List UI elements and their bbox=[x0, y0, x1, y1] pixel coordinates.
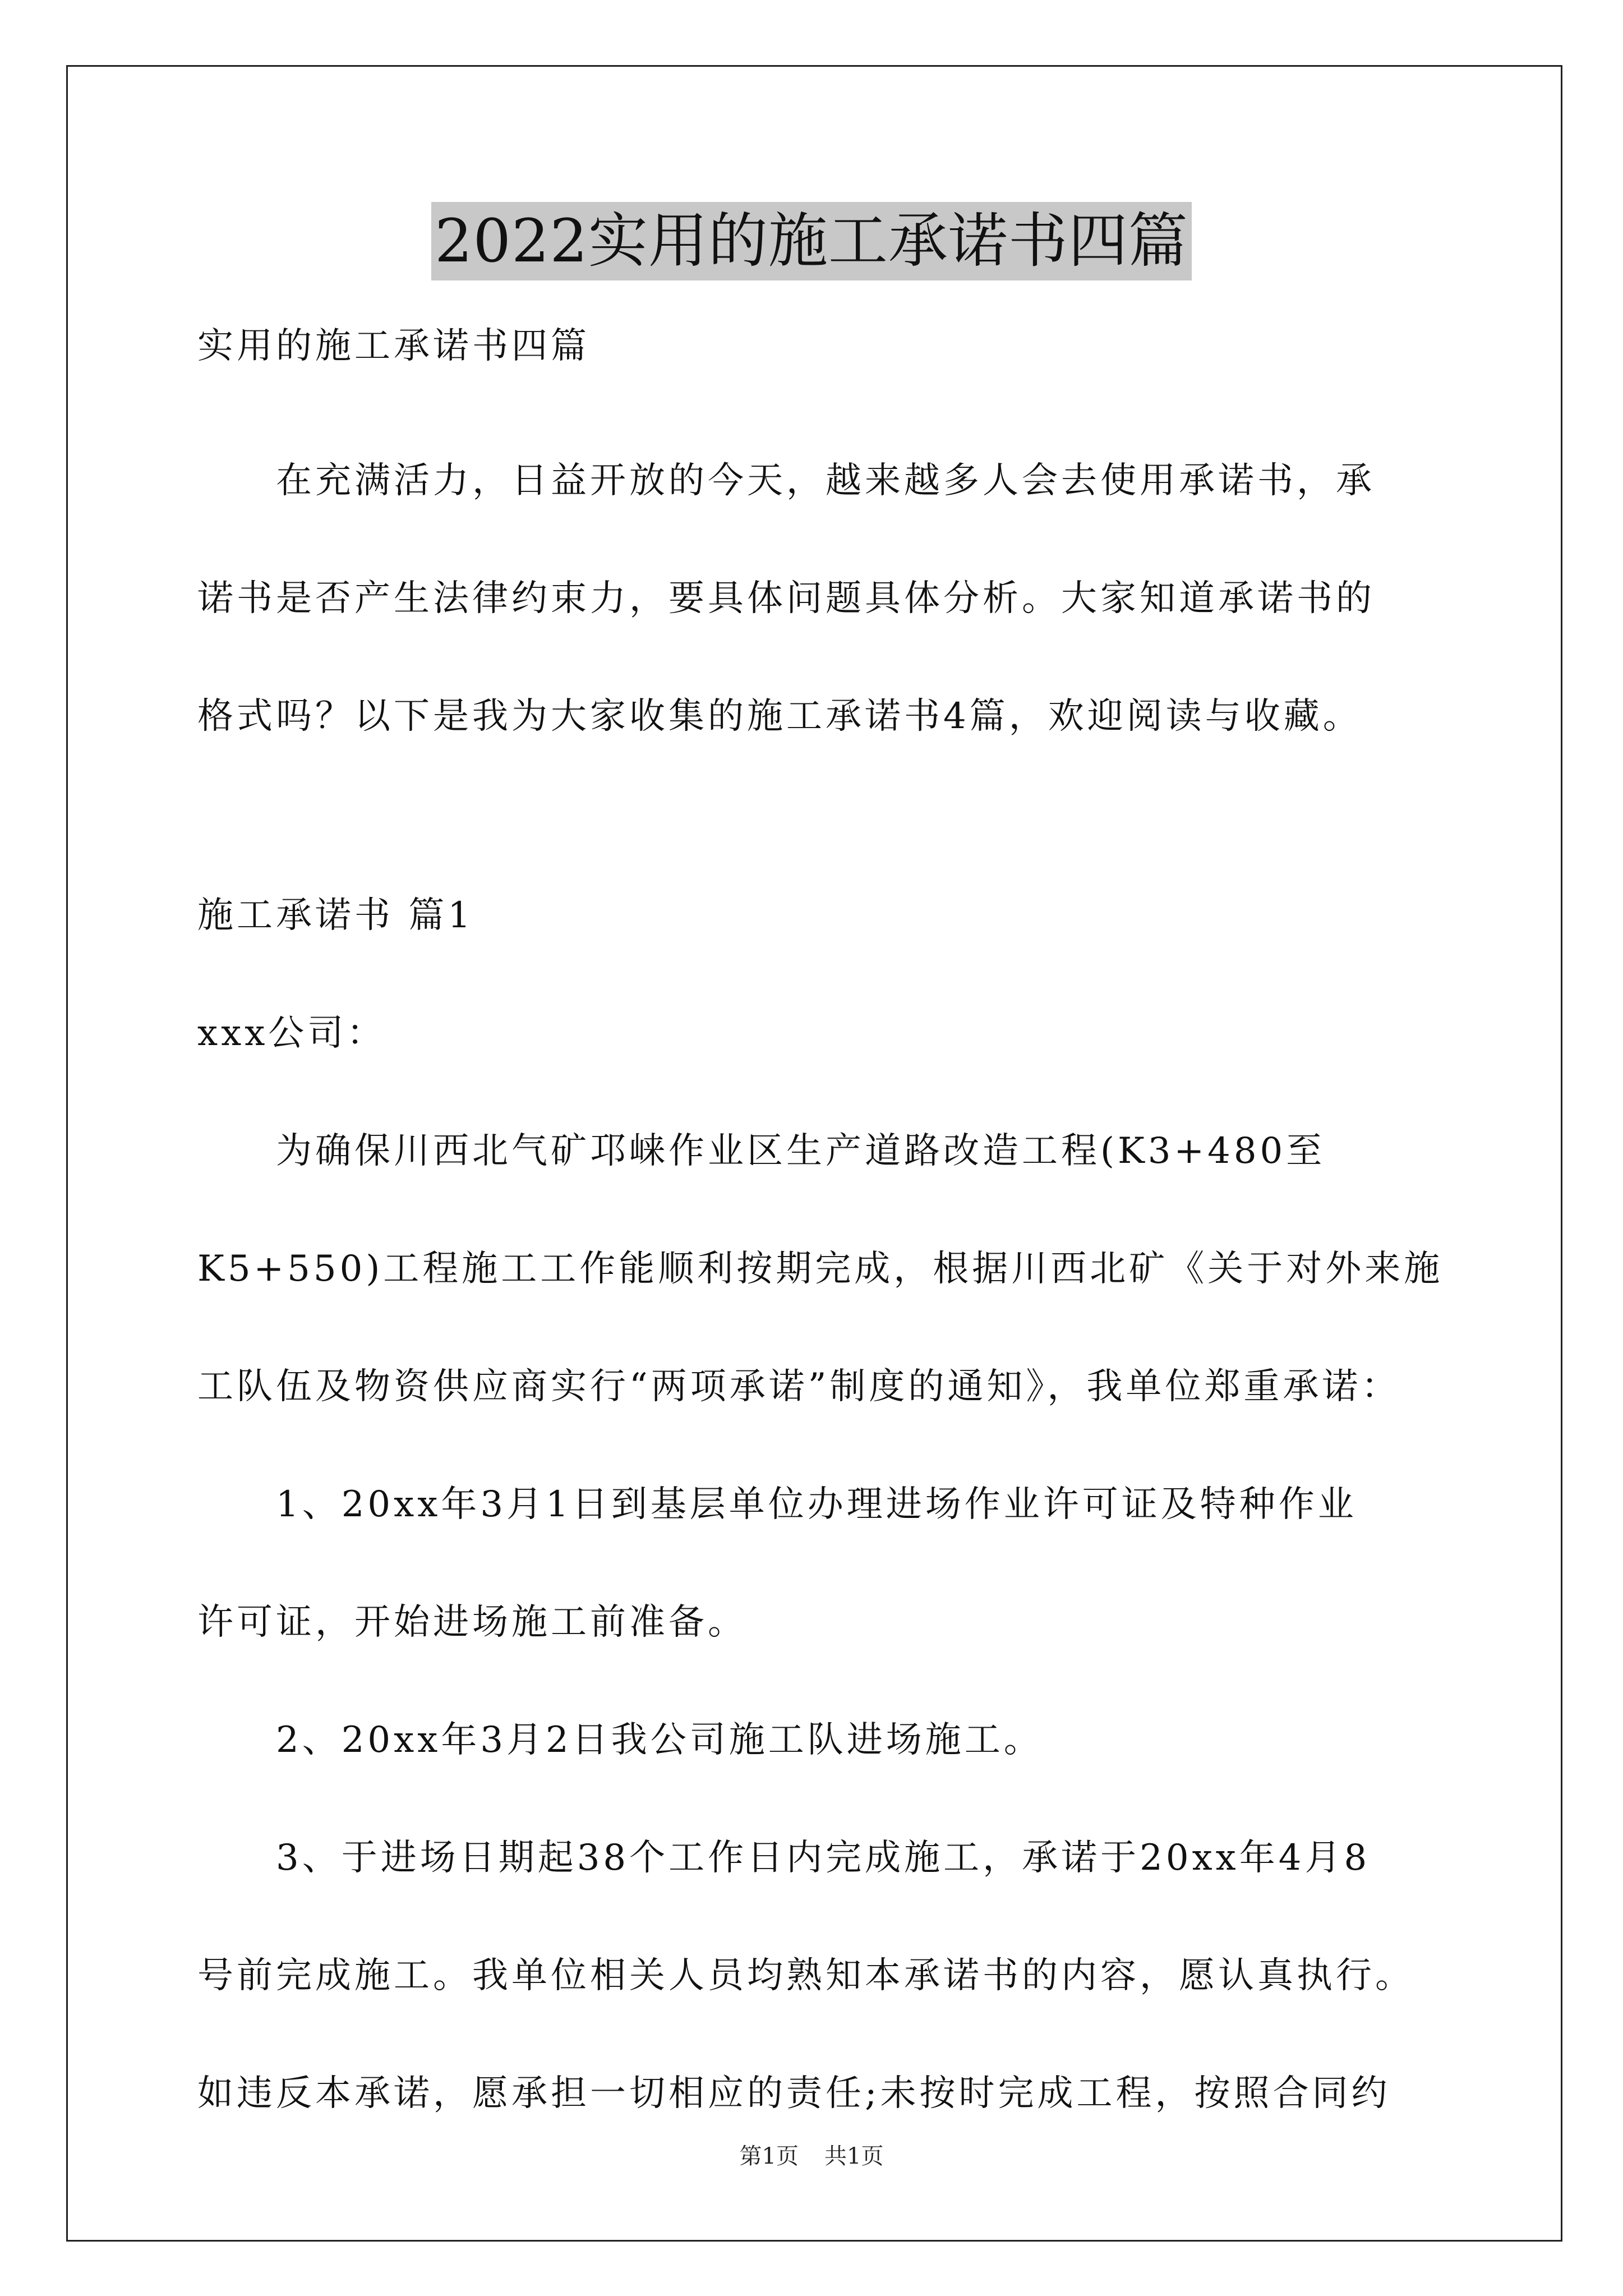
addressee-line: xxx公司： bbox=[197, 1013, 386, 1054]
paragraph-line: K5+550)工程施工工作能顺利按期完成，根据川西北矿《关于对外来施 bbox=[197, 1248, 1444, 1290]
page-number: 第1页 bbox=[739, 2143, 799, 2169]
subtitle-line: 实用的施工承诺书四篇 bbox=[197, 325, 590, 367]
list-item-line: 2、20xx年3月2日我公司施工队进场施工。 bbox=[197, 1719, 1043, 1761]
section-heading: 施工承诺书 篇1 bbox=[197, 895, 474, 936]
document-title: 2022实用的施工承诺书四篇 bbox=[431, 202, 1192, 280]
list-item-line: 许可证，开始进场施工前准备。 bbox=[197, 1602, 747, 1643]
list-item-line: 3、于进场日期起38个工作日内完成施工，承诺于20xx年4月8 bbox=[197, 1837, 1371, 1879]
paragraph-line: 号前完成施工。我单位相关人员均熟知本承诺书的内容，愿认真执行。 bbox=[197, 1955, 1414, 1996]
list-item-line: 1、20xx年3月1日到基层单位办理进场作业许可证及特种作业 bbox=[197, 1484, 1357, 1525]
paragraph-line: 如违反本承诺，愿承担一切相应的责任;未按时完成工程，按照合同约 bbox=[197, 2073, 1391, 2114]
page-footer bbox=[0, 2138, 1623, 2170]
paragraph-line: 为确保川西北气矿邛崃作业区生产道路改造工程(K3+480至 bbox=[197, 1130, 1326, 1172]
paragraph-line: 工队伍及物资供应商实行“两项承诺”制度的通知》，我单位郑重承诺： bbox=[197, 1366, 1401, 1407]
paragraph-line: 格式吗？以下是我为大家收集的施工承诺书4篇，欢迎阅读与收藏。 bbox=[197, 696, 1362, 737]
paragraph-line: 诺书是否产生法律约束力，要具体问题具体分析。大家知道承诺书的 bbox=[197, 578, 1375, 619]
paragraph-line: 在充满活力，日益开放的今天，越来越多人会去使用承诺书，承 bbox=[197, 460, 1375, 501]
total-pages: 共1页 bbox=[824, 2143, 884, 2169]
title-container bbox=[0, 202, 1623, 280]
